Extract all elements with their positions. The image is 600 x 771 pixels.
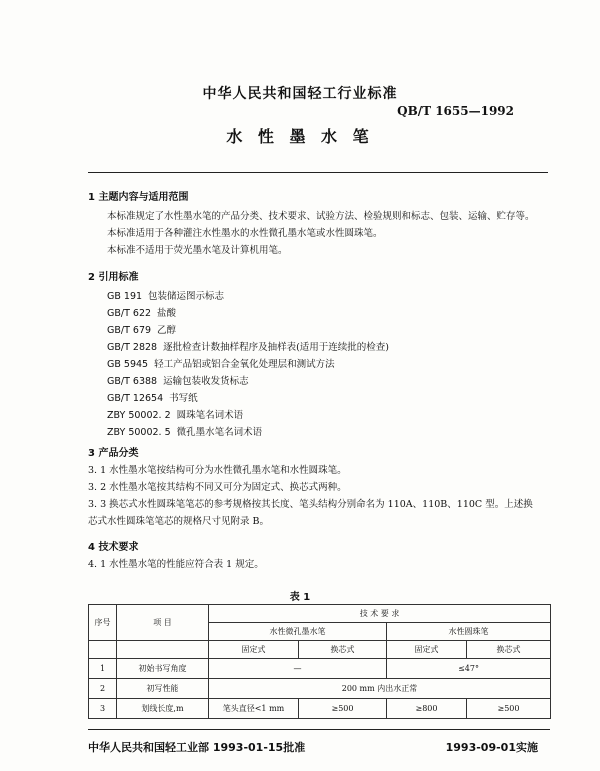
row-micro: —	[209, 659, 387, 679]
header-no: 序号	[89, 605, 117, 641]
section-1-heading: 1 主题内容与适用范围	[88, 192, 189, 203]
row-ball: ≤47°	[387, 659, 551, 679]
reference-item	[107, 288, 389, 305]
sub-refill: 换芯式	[467, 641, 551, 659]
reference-title: 轻工产品铝或铝合金氧化处理层和测试方法	[154, 359, 335, 370]
row-ball-fixed: ≥800	[387, 699, 467, 719]
reference-code: GB/T 6388	[107, 376, 158, 387]
section-1-line: 本标准规定了水性墨水笔的产品分类、技术要求、试验方法、检验规则和标志、包装、运输、贮存等。	[107, 211, 535, 222]
row-merged: 200 mm 内出水正常	[209, 679, 551, 699]
section-2-heading: 2 引用标准	[88, 272, 139, 283]
section-3-body	[88, 462, 533, 530]
reference-item	[107, 390, 389, 407]
reference-code: GB/T 2828	[107, 342, 158, 353]
header-divider	[88, 172, 548, 173]
standard-organization: 中华人民共和国轻工行业标准	[202, 86, 398, 102]
table-caption: 表 1	[289, 592, 311, 603]
row-item: 初始书写角度	[117, 659, 209, 679]
reference-code: GB/T 12654	[107, 393, 164, 404]
reference-item	[107, 407, 389, 424]
reference-title: 包装储运图示标志	[148, 291, 225, 302]
row-micro-refill: ≥500	[299, 699, 387, 719]
row-no: 1	[89, 659, 117, 679]
row-no: 3	[89, 699, 117, 719]
table-row	[89, 659, 551, 679]
reference-code: ZBY 50002. 5	[107, 427, 171, 438]
table-header-row	[89, 605, 551, 623]
section-3-item: 3. 2 水性墨水笔按其结构不同又可分为固定式、换芯式两种。	[88, 482, 347, 493]
section-3-heading: 3 产品分类	[88, 448, 139, 459]
reference-list	[107, 288, 389, 441]
header-tech: 技 术 要 求	[209, 605, 551, 623]
section-3-item: 芯式水性圆珠笔笔芯的规格尺寸见附录 B。	[88, 516, 270, 527]
section-4-item: 4. 1 水性墨水笔的性能应符合表 1 规定。	[88, 559, 264, 570]
spec-table	[88, 604, 551, 719]
row-micro-fixed: 笔头直径<1 mm	[209, 699, 299, 719]
reference-item	[107, 339, 389, 356]
reference-title: 逐批检查计数抽样程序及抽样表(适用于连续批的检查)	[163, 342, 390, 353]
reference-code: GB/T 622	[107, 308, 152, 319]
section-3-item: 3. 1 水性墨水笔按结构可分为水性微孔墨水笔和水性圆珠笔。	[88, 465, 347, 476]
reference-code: GB/T 679	[107, 325, 152, 336]
reference-item	[107, 424, 389, 441]
empty-cell	[117, 641, 209, 659]
reference-item	[107, 373, 389, 390]
sub-fixed: 固定式	[209, 641, 299, 659]
approval-statement: 中华人民共和国轻工业部 1993-01-15批准	[88, 741, 306, 754]
table-row	[89, 699, 551, 719]
reference-item	[107, 356, 389, 373]
reference-title: 盐酸	[157, 308, 177, 319]
reference-title: 圆珠笔名词术语	[176, 410, 244, 421]
document-title: 水 性 墨 水 笔	[226, 127, 374, 146]
implementation-date: 1993-09-01实施	[445, 741, 538, 754]
reference-code: GB 5945	[107, 359, 149, 370]
reference-title: 运输包装收发货标志	[163, 376, 249, 387]
sub-fixed: 固定式	[387, 641, 467, 659]
section-3-item: 3. 3 换芯式水性圆珠笔笔芯的参考规格按其长度、笔头结构分别命名为 110A、110B、110C 型。上述换	[88, 499, 533, 510]
standard-code: QB/T 1655—1992	[397, 104, 514, 118]
row-ball-refill: ≥500	[467, 699, 551, 719]
group-ball: 水性圆珠笔	[387, 623, 551, 641]
table-row	[89, 679, 551, 699]
reference-title: 书写纸	[169, 393, 198, 404]
reference-item	[107, 305, 389, 322]
reference-title: 微孔墨水笔名词术语	[176, 427, 263, 438]
footer-divider	[88, 729, 550, 730]
section-1-line: 本标准适用于各种灌注水性墨水的水性微孔墨水笔或水性圆珠笔。	[107, 228, 383, 239]
group-micro: 水性微孔墨水笔	[209, 623, 387, 641]
section-1-line: 本标准不适用于荧光墨水笔及计算机用笔。	[107, 245, 288, 256]
section-4-heading: 4 技术要求	[88, 542, 139, 553]
reference-code: GB 191	[107, 291, 143, 302]
table-header-row	[89, 641, 551, 659]
reference-title: 乙醇	[157, 325, 177, 336]
row-item: 初写性能	[117, 679, 209, 699]
row-no: 2	[89, 679, 117, 699]
reference-item	[107, 322, 389, 339]
header-item: 项 目	[117, 605, 209, 641]
section-1-body	[107, 208, 535, 259]
sub-refill: 换芯式	[299, 641, 387, 659]
row-item: 划线长度,m	[117, 699, 209, 719]
empty-cell	[89, 641, 117, 659]
reference-code: ZBY 50002. 2	[107, 410, 171, 421]
